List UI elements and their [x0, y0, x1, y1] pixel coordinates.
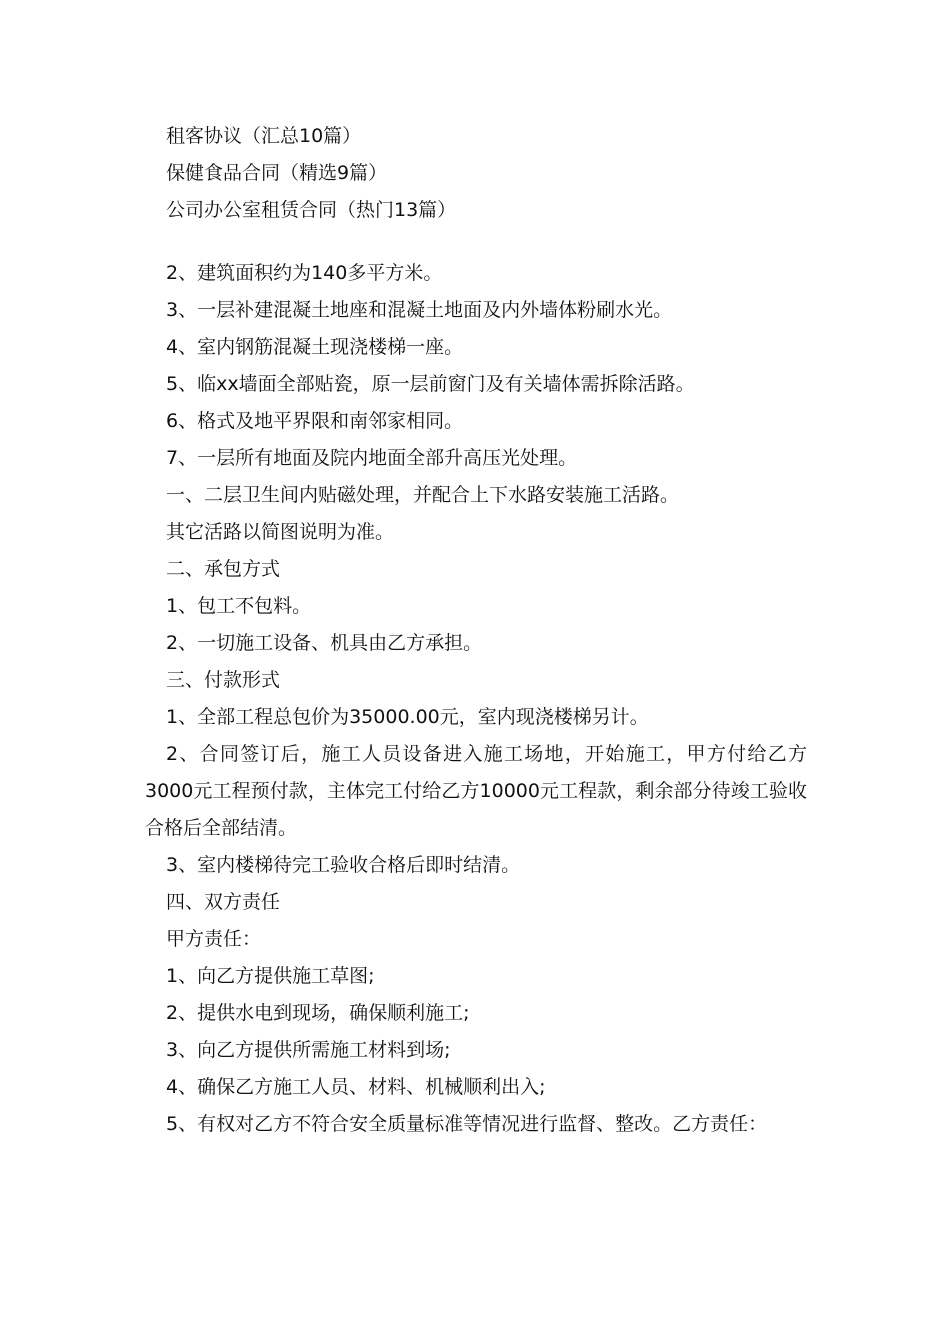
related-link-2[interactable]: 保健食品合同（精选9篇） [166, 162, 388, 184]
text-line: 一、二层卫生间内贴磁处理，并配合上下水路安装施工活路。 [166, 484, 680, 506]
section-heading: 四、双方责任 [166, 891, 281, 913]
text-line: 2、建筑面积约为140多平方米。 [166, 262, 443, 284]
text-line: 3、向乙方提供所需施工材料到场; [166, 1039, 451, 1061]
text-line: 3、室内楼梯待完工验收合格后即时结清。 [166, 854, 521, 876]
related-link-3[interactable]: 公司办公室租赁合同（热门13篇） [166, 199, 457, 221]
text-line: 1、全部工程总包价为35000.00元，室内现浇楼梯另计。 [166, 706, 649, 728]
text-line: 4、室内钢筋混凝土现浇楼梯一座。 [166, 336, 464, 358]
text-line: 6、格式及地平界限和南邻家相同。 [166, 410, 464, 432]
text-line: 其它活路以简图说明为准。 [166, 521, 395, 543]
final-paragraph: 5、有权对乙方不符合安全质量标准等情况进行监督、整改。乙方责任： [166, 1113, 768, 1135]
text-line: 5、临xx墙面全部贴瓷，原一层前窗门及有关墙体需拆除活路。 [166, 373, 695, 395]
text-line: 3、一层补建混凝土地座和混凝土地面及内外墙体粉刷水光。 [166, 299, 673, 321]
spacer [145, 229, 807, 255]
section-heading: 二、承包方式 [166, 558, 281, 580]
document-body [145, 118, 807, 1143]
text-line: 7、一层所有地面及院内地面全部升高压光处理。 [166, 447, 578, 469]
payment-paragraph: 2、合同签订后，施工人员设备进入施工场地，开始施工，甲方付给乙方3000元工程预付款，主体完工付给乙方10000元工程款，剩余部分待竣工验收合格后全部结清。 [145, 743, 807, 839]
text-line: 1、包工不包料。 [166, 595, 312, 617]
text-line: 4、确保乙方施工人员、材料、机械顺利出入; [166, 1076, 546, 1098]
related-link-1[interactable]: 租客协议（汇总10篇） [166, 125, 362, 147]
subsection-heading: 甲方责任： [166, 928, 262, 950]
text-line: 2、提供水电到现场，确保顺利施工; [166, 1002, 470, 1024]
text-line: 1、向乙方提供施工草图; [166, 965, 375, 987]
section-heading: 三、付款形式 [166, 669, 281, 691]
text-line: 2、一切施工设备、机具由乙方承担。 [166, 632, 483, 654]
